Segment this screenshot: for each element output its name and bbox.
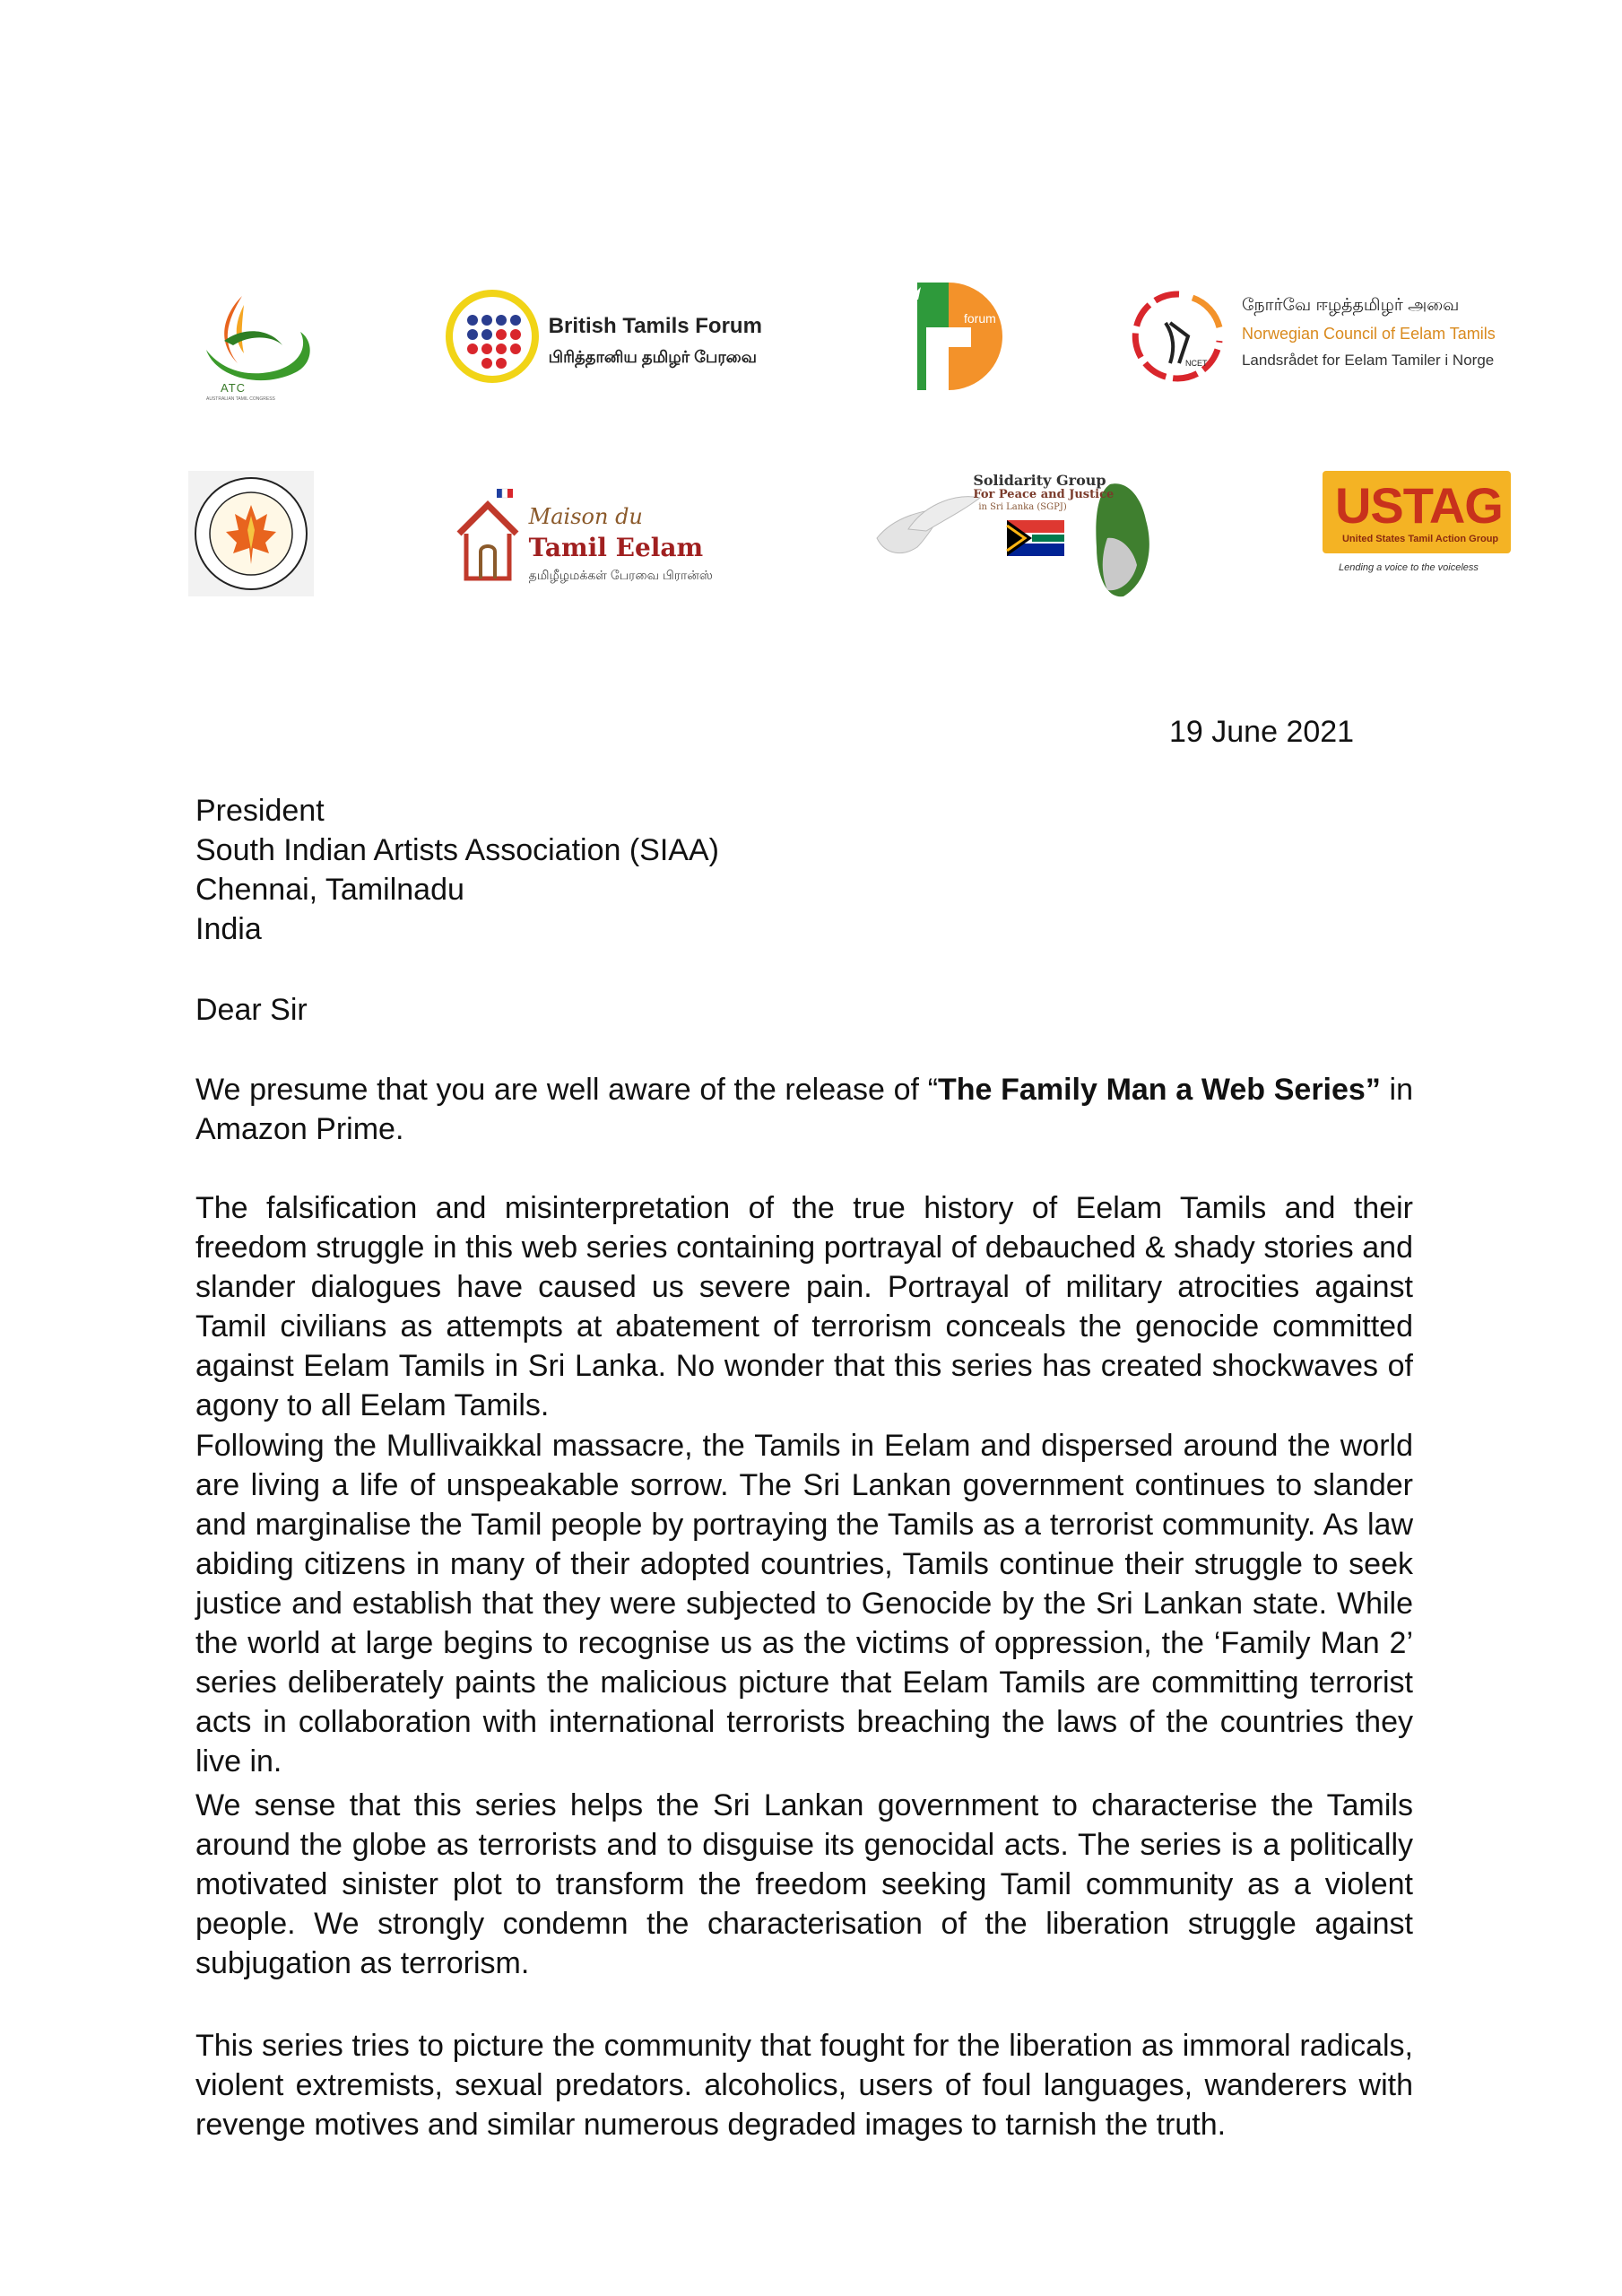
atc-emblem-icon	[188, 278, 323, 395]
address-line: Chennai, Tamilnadu	[195, 873, 464, 907]
south-africa-flag-icon	[1007, 520, 1064, 556]
ustag-tagline: Lending a voice to the voiceless	[1338, 562, 1479, 573]
ustag-full-name: United States Tamil Action Group	[1341, 534, 1499, 544]
ustag-logo	[1323, 471, 1515, 596]
btf-dot-circle-icon	[446, 290, 540, 384]
ustag-acronym: USTAG	[1334, 477, 1503, 534]
address-line: South Indian Artists Association (SIAA)	[195, 833, 719, 867]
forum-label: forum	[964, 311, 997, 326]
btf-name: British Tamils Forum	[548, 314, 762, 338]
sgpj-line2: For Peace and Justice	[973, 488, 1115, 501]
atc-subcaption: AUSTRALIAN TAMIL CONGRESS	[206, 396, 275, 402]
paragraph-5: This series tries to picture the community that fought for the liberation as immoral radicals, violent extremists, sexual predators. alcoholics, users of foul languages, wanderers with revenge motives and similar numerous degraded images to tarnish the truth.	[195, 2029, 1413, 2142]
ncet-badge: NCET	[1184, 359, 1208, 368]
paragraph-1-lead: We presume that you are well aware of the release of “	[195, 1073, 939, 1107]
paragraph-4: We sense that this series helps the Sri Lankan government to characterise the Tamils around the globe as terrorists and to disguise its genocidal acts. The series is a politically motivated sinister plot to transform the freedom seeking Tamil community as a violent people. We strongly condemn the characterisation of the liberation struggle against subjugation as terrorism.	[195, 1788, 1413, 1980]
paragraph-1	[195, 1070, 1413, 1149]
forum-emblem-icon	[890, 278, 1007, 395]
forum-logo	[890, 278, 1007, 395]
ncet-english-name: Norwegian Council of Eelam Tamils	[1241, 325, 1496, 343]
atc-caption: ATC	[221, 381, 247, 395]
ncet-logo	[1130, 287, 1515, 386]
mte-line2: Tamil Eelam	[528, 533, 704, 562]
logo-row-top	[188, 269, 1515, 404]
address-line: India	[195, 912, 262, 946]
logo-row-bottom	[188, 466, 1515, 601]
salutation: Dear Sir	[195, 993, 308, 1027]
recipient-address	[195, 791, 1413, 949]
paragraph-3: Following the Mullivaikkal massacre, the Tamils in Eelam and dispersed around the world are living a life of unspeakable sorrow. The Sri Lankan government continues to slander and marginalise the Tamil people by portraying the Tamils as a terrorist community. As law abiding citizens in many of their adopted countries, Tamils continue their struggle to seek justice and establish that they were subjected to Genocide by the Sri Lankan state. While the world at large begins to recognise us as the victims of oppression, the ‘Family Man 2’ series deliberately paints the malicious picture that Eelam Tamils are committing terrorist acts in collaboration with international terrorists breaching the laws of the countries they live in.	[195, 1429, 1413, 1779]
maple-leaf-seal-icon	[188, 471, 314, 596]
paragraph-1-tail: in Amazon Prime.	[195, 1073, 1413, 1146]
paragraph-2: The falsification and misinterpretation of the true history of Eelam Tamils and their freedom struggle in this web series containing portrayal of debauched & shady stories and slander dialogues have caused us severe pain. Portrayal of military atrocities against Tamil civilians as attempts at abatement of terrorism conceals the genocide committed against Eelam Tamils in Sri Lanka. No wonder that this series has created shockwaves of agony to all Eelam Tamils.	[195, 1191, 1413, 1422]
house-emblem-icon	[450, 480, 526, 587]
atc-logo	[188, 269, 323, 404]
sgpj-line3: in Sri Lanka (SGPJ)	[978, 502, 1067, 512]
letter-date: 19 June 2021	[1169, 715, 1355, 749]
series-title: The Family Man a Web Series”	[938, 1073, 1381, 1107]
british-tamils-forum-logo	[446, 287, 768, 386]
ncet-norwegian-name: Landsrådet for Eelam Tamiler i Norge	[1241, 352, 1495, 369]
mte-tamil-name: தமிழீழமக்கள் பேரவை பிரான்ஸ்	[528, 568, 713, 582]
solidarity-group-logo	[872, 466, 1186, 601]
canadian-tamils-logo	[188, 471, 314, 596]
sgpj-line1: Solidarity Group	[973, 472, 1106, 489]
mte-line1: Maison du	[528, 504, 643, 529]
ncet-tamil-name: நோர்வே ஈழத்தமிழர் அவை	[1241, 296, 1460, 315]
btf-tamil-name: பிரித்தானிய தமிழர் பேரவை	[548, 348, 757, 366]
ncet-emblem-icon	[1130, 287, 1228, 386]
maison-du-tamil-eelam-logo	[450, 475, 737, 592]
address-line: President	[195, 794, 325, 828]
